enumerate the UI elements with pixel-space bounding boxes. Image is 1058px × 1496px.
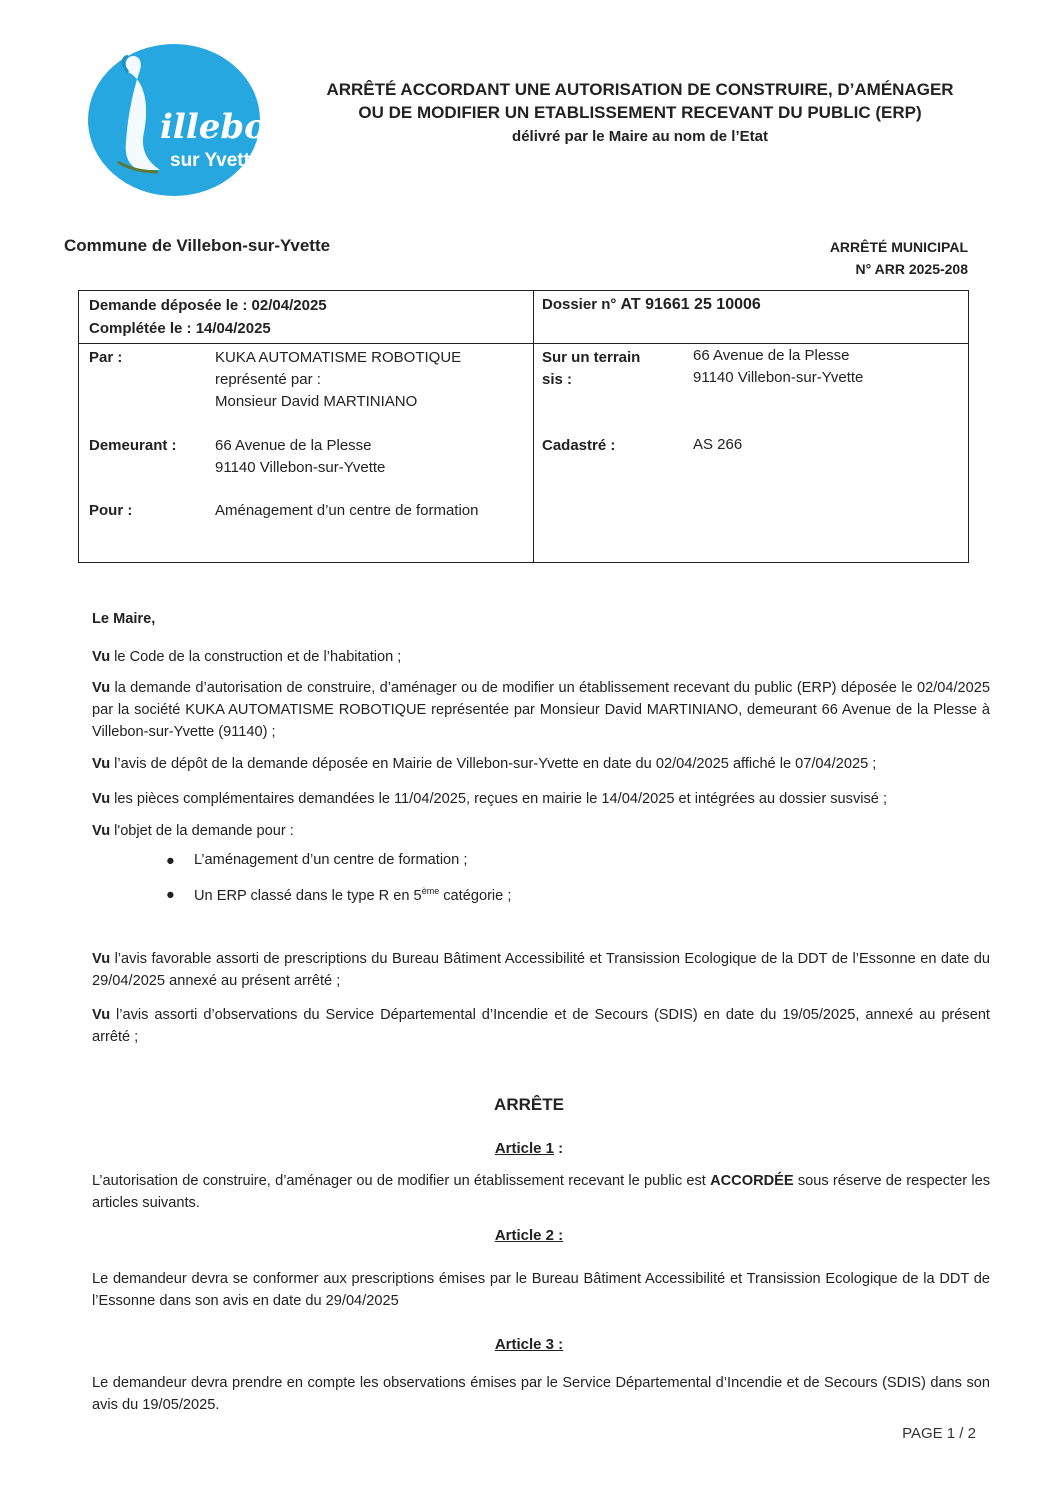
completee-date: Complétée le : 14/04/2025 <box>89 320 271 337</box>
demeurant-label: Demeurant : <box>89 437 177 454</box>
vu-paragraph-6 <box>92 948 990 992</box>
dossier-number <box>542 294 761 316</box>
demeurant-line1: 66 Avenue de la Plesse <box>215 437 372 454</box>
document-title <box>290 78 990 148</box>
terrain-line2: 91140 Villebon-sur-Yvette <box>693 369 864 386</box>
vu-text-7: l’avis assorti d’observations du Service Départemental d’Incendie et de Secours (SDIS) en date du 19/05/2025, annexé au présent arrêté ; <box>92 1007 990 1045</box>
vu-word: Vu <box>92 823 111 839</box>
article-1-title: Article 1 <box>494 1140 555 1157</box>
bullet-dot-icon: ● <box>166 887 175 903</box>
vu-paragraph-2 <box>92 677 990 743</box>
vu-paragraph-7 <box>92 1004 990 1048</box>
bullet-item-1: L’aménagement d’un centre de formation ; <box>194 852 468 868</box>
vu-word: Vu <box>92 756 111 772</box>
terrain-line1: 66 Avenue de la Plesse <box>693 347 850 364</box>
article-1-text <box>92 1170 990 1214</box>
dossier-label: Dossier n° <box>542 296 617 313</box>
vu-paragraph-3 <box>92 753 990 775</box>
article-3-heading <box>0 1336 1058 1354</box>
article-1-text-post: sous réserve de respecter les articles suivants. <box>92 1173 991 1211</box>
title-line-1: ARRÊTÉ ACCORDANT UNE AUTORISATION DE CONSTRUIRE, D’AMÉNAGER <box>326 80 954 99</box>
article-3-text: Le demandeur devra prendre en compte les observations émises par le Service Départemental d’Incendie et de Secours (SDIS) dans son avis du 19/05/2025. <box>92 1375 990 1413</box>
terrain-label-line2: sis : <box>542 371 573 388</box>
terrain-label-line1: Sur un terrain <box>542 349 641 366</box>
par-line1: KUKA AUTOMATISME ROBOTIQUE <box>215 349 462 366</box>
vu-text-3: l’avis de dépôt de la demande déposée en Mairie de Villebon-sur-Yvette en date du 02/04/2025 affiché le 07/04/2025 ; <box>110 756 877 772</box>
par-line3: Monsieur David MARTINIANO <box>215 393 418 410</box>
demeurant-line2: 91140 Villebon-sur-Yvette <box>215 459 386 476</box>
par-line2: représenté par : <box>215 371 321 388</box>
bullet-item-2-text: Un ERP classé dans le type R en 5 <box>194 887 422 904</box>
demande-date: Demande déposée le : 02/04/2025 <box>89 297 327 314</box>
article-1-text-pre: L’autorisation de construire, d’aménager ou de modifier un établissement recevant le public est <box>92 1173 711 1189</box>
vu-text-1: le Code de la construction et de l’habitation ; <box>110 649 402 665</box>
par-label: Par : <box>89 349 123 366</box>
cadastre-label: Cadastré : <box>542 437 616 454</box>
title-line-2: OU DE MODIFIER UN ETABLISSEMENT RECEVANT DU PUBLIC (ERP) <box>358 103 922 122</box>
bullet-item-2 <box>194 886 511 904</box>
logo-text-main: illebon <box>160 107 292 147</box>
vu-word: Vu <box>92 649 111 665</box>
vu-word: Vu <box>92 680 111 696</box>
vu-text-4: les pièces complémentaires demandées le 11/04/2025, reçues en mairie le 14/04/2025 et intégrées au dossier susvisé ; <box>110 791 888 807</box>
commune-name: Commune de Villebon-sur-Yvette <box>64 236 331 255</box>
arrete-heading: ARRÊTE <box>494 1095 564 1114</box>
box-divider-horizontal <box>79 343 968 344</box>
title-subtitle: délivré par le Maire au nom de l’Etat <box>512 128 768 145</box>
vu-paragraph-5 <box>92 820 990 842</box>
villebon-logo <box>88 42 292 200</box>
bullet-dot-icon: ● <box>166 853 175 869</box>
logo-text-sub: sur Yvette <box>170 150 261 171</box>
arrete-ref-line2: N° ARR 2025-208 <box>855 261 968 277</box>
article-1-text-bold: ACCORDÉE <box>710 1173 794 1189</box>
pour-label: Pour : <box>89 502 133 519</box>
vu-paragraph-1 <box>92 646 990 668</box>
vu-text-2: la demande d’autorisation de construire, d’aménager ou de modifier un établissement recevant du public (ERP) déposée le 02/04/2025 par la société KUKA AUTOMATISME ROBOTIQUE représentée par Monsieur David MARTINIANO, demeurant 66 Avenue de la Plesse à Villebon-sur-Yvette (91140) ; <box>92 680 990 740</box>
le-maire: Le Maire, <box>92 611 156 627</box>
dossier-value: AT 91661 25 10006 <box>620 296 761 313</box>
page-number: PAGE 1 / 2 <box>902 1425 976 1442</box>
vu-word: Vu <box>92 1007 111 1023</box>
dossier-info-box <box>78 290 969 563</box>
bullet-item-2-post: catégorie ; <box>439 887 512 904</box>
article-2-title: Article 2 : <box>494 1227 564 1244</box>
article-2-text: Le demandeur devra se conformer aux prescriptions émises par le Bureau Bâtiment Accessibilité et Transission Ecologique de la DDT de l’Essonne dans son avis en date du 29/04/2025 <box>92 1271 990 1309</box>
arrete-reference <box>830 236 968 280</box>
vu-text-5: l'objet de la demande pour : <box>110 823 294 839</box>
cadastre-value: AS 266 <box>693 436 743 453</box>
article-2-heading <box>0 1227 1058 1245</box>
bullet-item-2-sup: ème <box>421 886 440 896</box>
article-1-colon: : <box>554 1140 564 1157</box>
vu-text-6: l’avis favorable assorti de prescriptions du Bureau Bâtiment Accessibilité et Transission Ecologique de la DDT de l’Essonne en date du 29/04/2025 annexé au présent arrêté ; <box>92 951 990 989</box>
box-divider-vertical <box>533 291 534 563</box>
vu-word: Vu <box>92 951 111 967</box>
vu-word: Vu <box>92 791 111 807</box>
article-3-title: Article 3 : <box>494 1336 564 1353</box>
vu-paragraph-4 <box>92 788 990 810</box>
article-1-heading <box>0 1140 1058 1158</box>
pour-value: Aménagement d’un centre de formation <box>215 502 479 519</box>
arrete-ref-line1: ARRÊTÉ MUNICIPAL <box>829 239 968 255</box>
